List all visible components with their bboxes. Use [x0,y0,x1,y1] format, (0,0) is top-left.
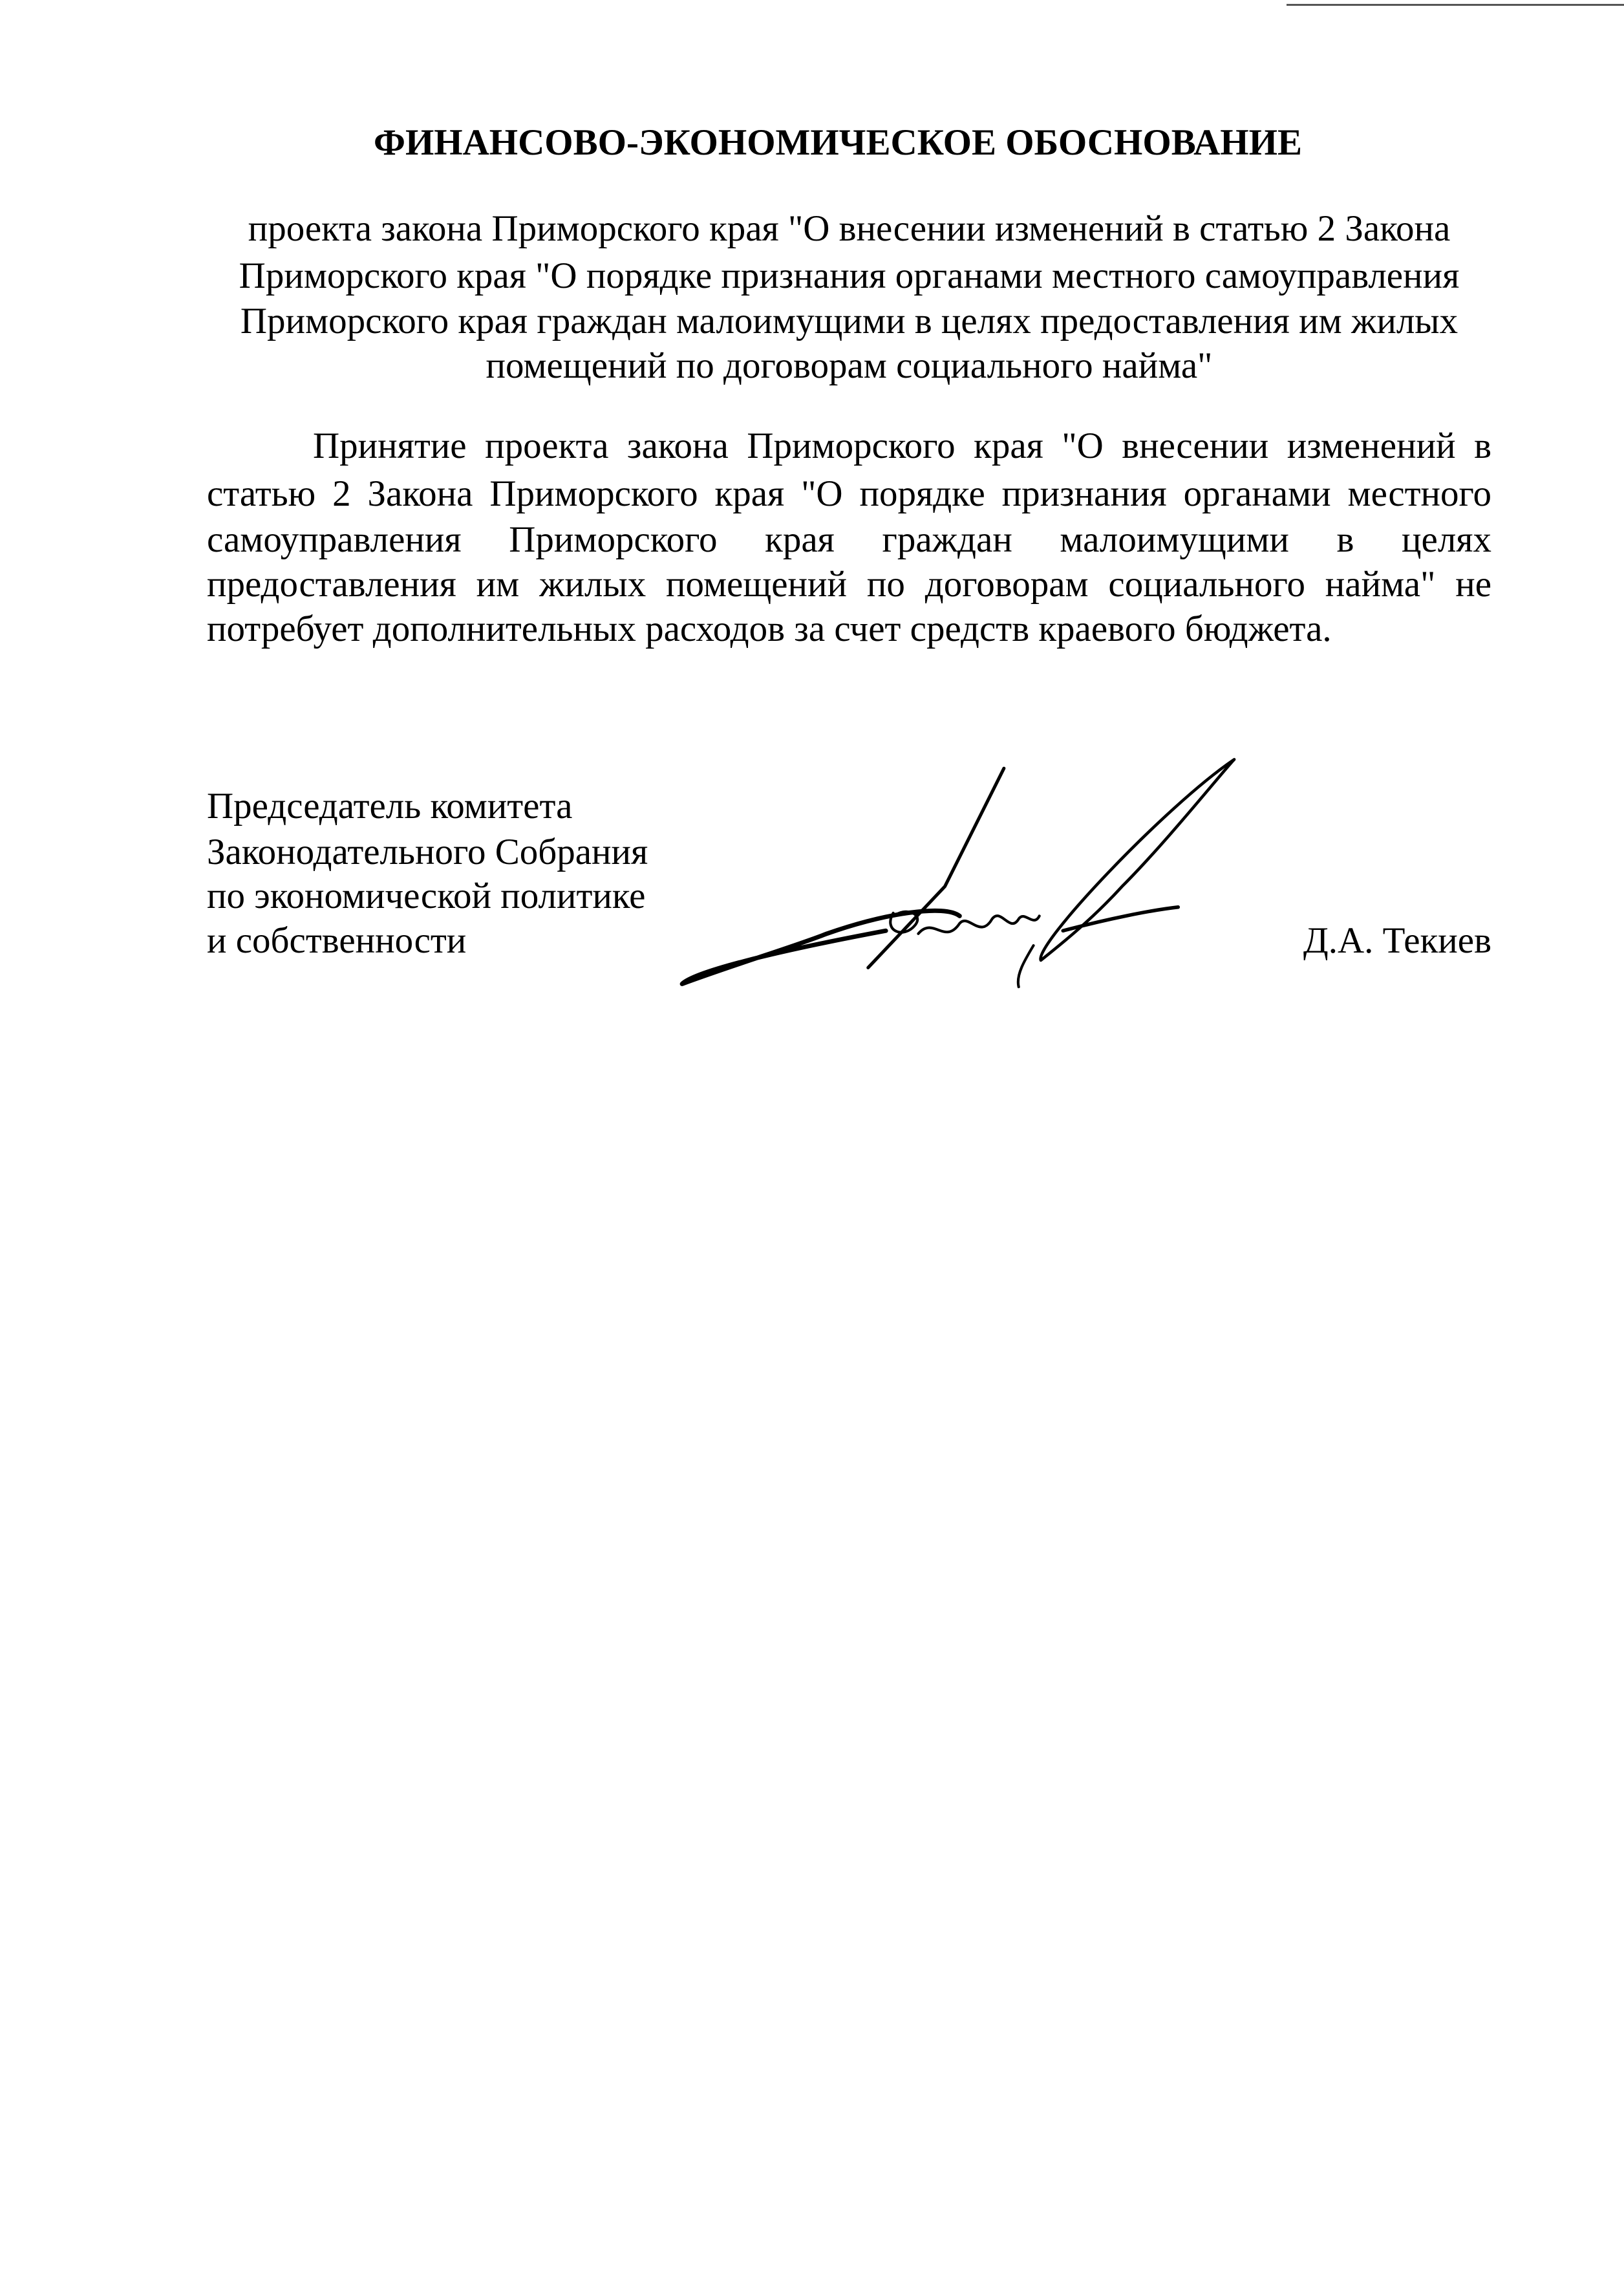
signatory-position-line: Законодательного Собрания [207,832,648,872]
subtitle-line: Приморского края "О порядке признания органами местного самоуправления [239,255,1460,296]
subtitle-line: проекта закона Приморского края "О внесении изменений в статью 2 Закона [248,208,1451,249]
signatory-position-line: по экономической политике [207,876,646,916]
body-line: самоуправления Приморского края граждан малоимущими в целях [207,519,1491,560]
scan-edge-line [1287,4,1624,6]
body-line: статью 2 Закона Приморского края "О порядке признания органами местного [207,473,1491,514]
subtitle-line: Приморского края граждан малоимущими в целях предоставления им жилых [240,301,1458,341]
document-title: ФИНАНСОВО-ЭКОНОМИЧЕСКОЕ ОБОСНОВАНИЕ [374,122,1302,163]
subtitle-line: помещений по договорам социального найма" [486,345,1213,386]
signatory-position-line: Председатель комитета [207,786,573,826]
body-line: потребует дополнительных расходов за счет средств краевого бюджета. [207,609,1332,649]
signatory-position-line: и собственности [207,920,467,961]
signatory-name: Д.А. Текиев [1303,920,1491,961]
body-line: Принятие проекта закона Приморского края "О внесении изменений в [313,426,1491,466]
body-line: предоставления им жилых помещений по договорам социального найма" не [207,564,1491,605]
